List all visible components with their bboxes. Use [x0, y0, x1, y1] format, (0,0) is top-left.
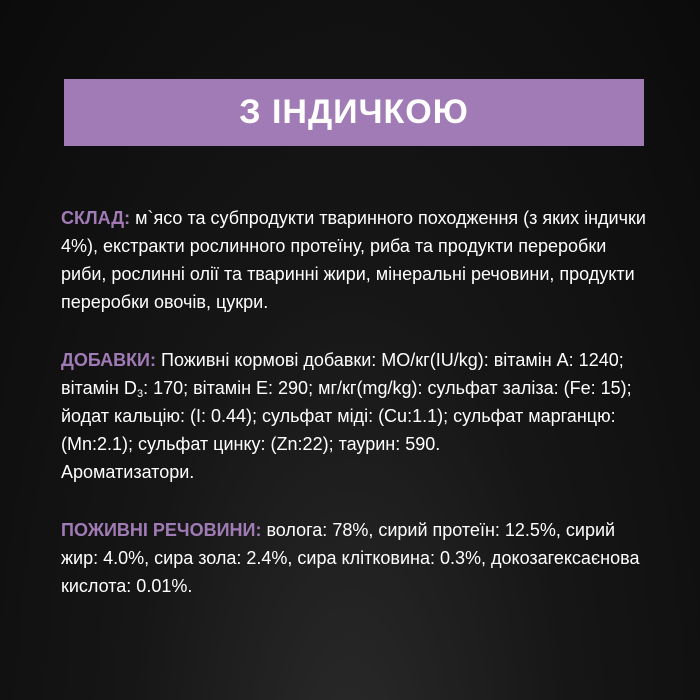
flavorings-text: Ароматизатори. [61, 462, 195, 482]
composition-paragraph [61, 204, 651, 316]
nutrients-label: ПОЖИВНІ РЕЧОВИНИ: [61, 520, 262, 540]
additives-text-part-1: Поживні кормові добавки: МО/кг(IU/kg): вітамін А: 1240; вітамін D [61, 350, 624, 398]
additives-label: ДОБАВКИ: [61, 350, 156, 370]
additives-text-part-2: : 170; вітамін Е: 290; мг/кг(mg/kg): сульфат заліза: (Fe: 15); йодат кальцію: (I: 0.44); сульфат міді: (Cu:1.1); сульфат марганцю: (Mn:2.1); сульфат цинку: (Zn:22); таурин: 590. [61, 378, 632, 454]
nutrients-text: волога: 78%, сирий протеїн: 12.5%, сирий жир: 4.0%, сира зола: 2.4%, сира клітковина: 0.3%, докозагексаєнова кислота: 0.01%. [61, 520, 640, 596]
additives-paragraph [61, 346, 651, 486]
title-banner [64, 79, 644, 146]
composition-label: СКЛАД: [61, 208, 131, 228]
nutrients-paragraph [61, 516, 651, 600]
vitamin-d-subscript: 3 [136, 388, 144, 400]
composition-text: м`ясо та субпродукти тваринного походження (з яких індички 4%), екстракти рослинного протеїну, риба та продукти переробки риби, рослинні олії та тваринні жири, мінеральні речовини, продукти переробки овочів, цукри. [61, 208, 646, 312]
ingredients-content [61, 204, 651, 600]
page-title: З ІНДИЧКОЮ [239, 93, 469, 131]
